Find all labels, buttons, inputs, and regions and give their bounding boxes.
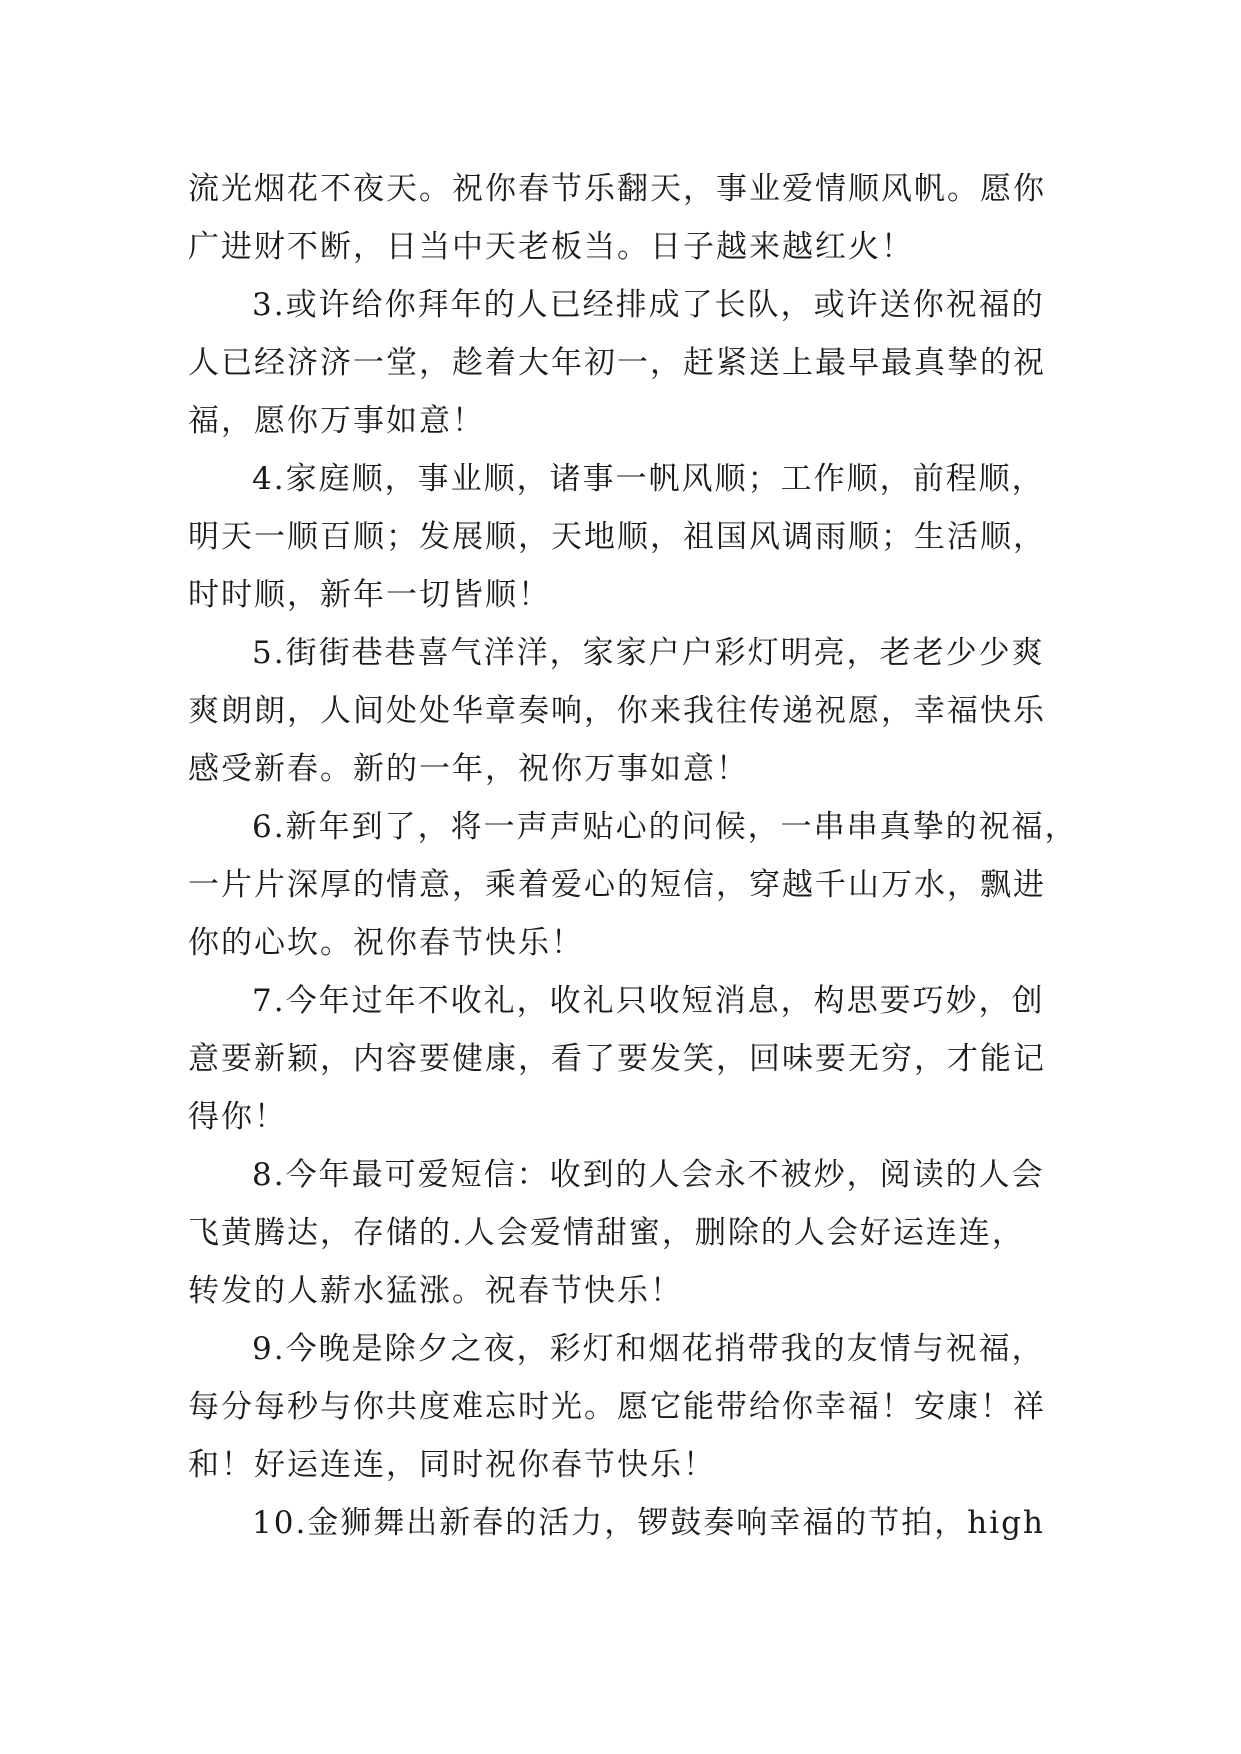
paragraph-start-line: 8.今年最可爱短信：收到的人会永不被炒，阅读的人会 [252,1157,1045,1193]
paragraph-start-line: 3.或许给你拜年的人已经排成了长队，或许送你祝福的 [252,287,1045,323]
text-line: 和！好运连连，同时祝你春节快乐！ [188,1447,716,1483]
text-line: 飞黄腾达，存储的.人会爱情甜蜜，删除的人会好运连连， [188,1215,1025,1251]
text-line: 意要新颖，内容要健康，看了要发笑，回味要无穷，才能记 [188,1041,1046,1077]
text-line: 时时顺，新年一切皆顺！ [188,577,551,613]
text-line: 一片片深厚的情意，乘着爱心的短信，穿越千山万水，飘进 [188,867,1046,903]
paragraph-start-line: 5.街街巷巷喜气洋洋，家家户户彩灯明亮，老老少少爽 [252,635,1045,671]
text-line: 流光烟花不夜天。祝你春节乐翻天，事业爱情顺风帆。愿你 [188,171,1046,207]
body-text [188,160,1078,1552]
text-line: 人已经济济一堂，趁着大年初一，赶紧送上最早最真挚的祝 [188,345,1046,381]
paragraph-start-line: 4.家庭顺，事业顺，诸事一帆风顺；工作顺，前程顺， [252,461,1045,497]
text-line: 感受新春。新的一年，祝你万事如意！ [188,751,749,787]
text-line: 你的心坎。祝你春节快乐！ [188,925,584,961]
text-line: 爽朗朗，人间处处华章奏响，你来我往传递祝愿，幸福快乐 [188,693,1046,729]
paragraph-start-line: 6.新年到了，将一声声贴心的问候，一串串真挚的祝福， [252,809,1078,845]
text-line: 每分每秒与你共度难忘时光。愿它能带给你幸福！安康！祥 [188,1389,1046,1425]
text-line: 明天一顺百顺；发展顺，天地顺，祖国风调雨顺；生活顺， [188,519,1046,555]
text-line: 福，愿你万事如意！ [188,403,485,439]
text-line: 转发的人薪水猛涨。祝春节快乐！ [188,1273,683,1309]
text-line: 得你！ [188,1099,287,1135]
text-line: 广进财不断，日当中天老板当。日子越来越红火！ [188,229,914,265]
paragraph-start-line: 7.今年过年不收礼，收礼只收短消息，构思要巧妙，创 [252,983,1045,1019]
paragraph-start-line: 10.金狮舞出新春的活力，锣鼓奏响幸福的节拍，high [252,1505,1045,1541]
paragraph-start-line: 9.今晚是除夕之夜，彩灯和烟花捎带我的友情与祝福， [252,1331,1045,1367]
